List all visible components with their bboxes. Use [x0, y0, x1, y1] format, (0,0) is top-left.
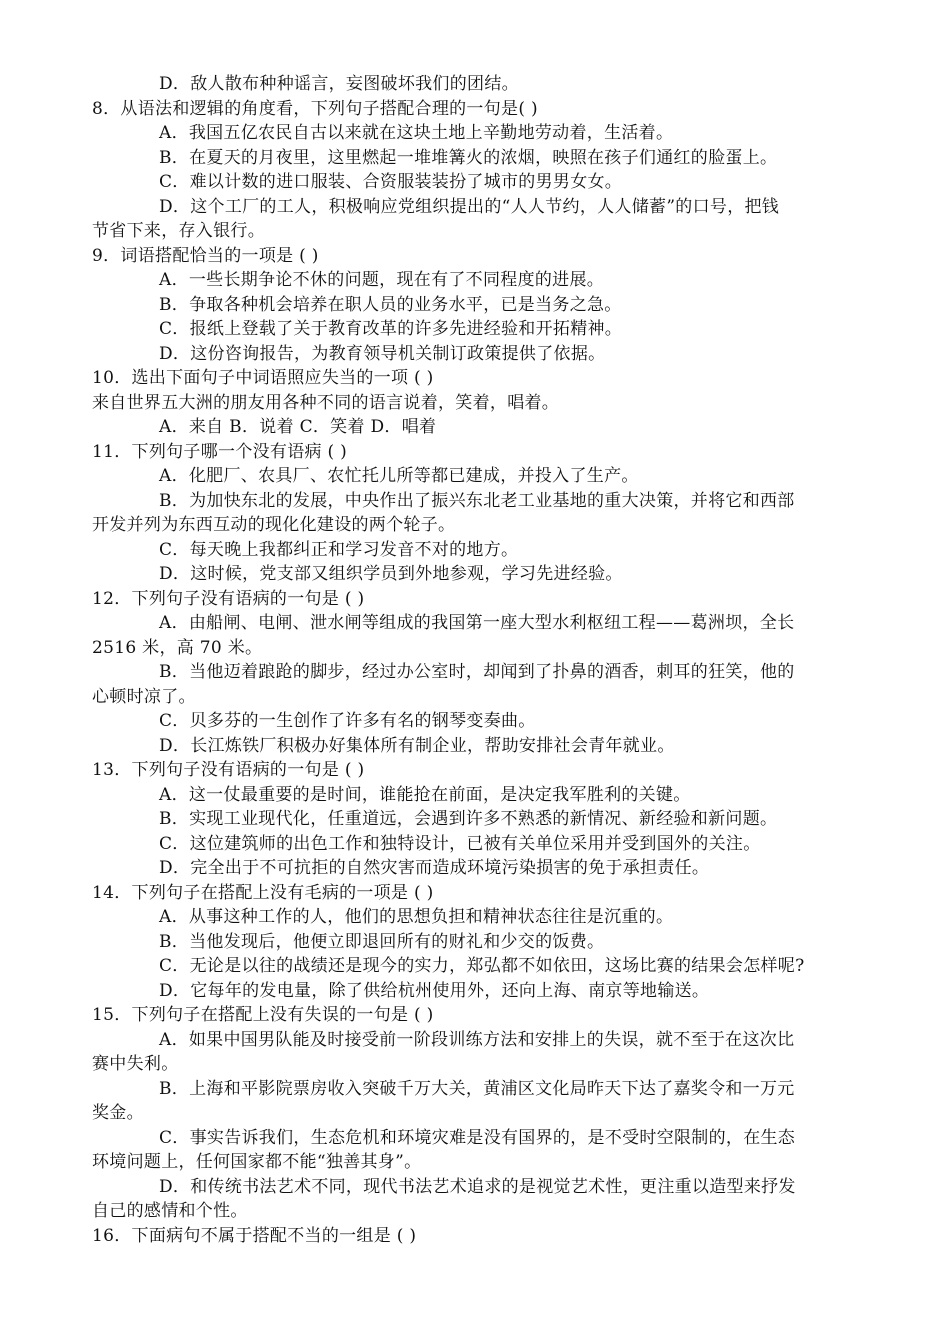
answer-option: B．争取各种机会培养在职人员的业务水平，已是当务之急。 — [159, 294, 622, 315]
answer-option: D．敌人散布种种谣言，妄图破坏我们的团结。 — [159, 74, 519, 94]
continuation-line: 节省下来，存入银行。 — [92, 221, 265, 241]
answer-option: D．这个工厂的工人，积极响应党组织提出的“人人节约，人人储蓄”的口号，把钱 — [159, 196, 780, 217]
answer-option: A．我国五亿农民自古以来就在这块土地上辛勤地劳动着，生活着。 — [159, 123, 674, 143]
answer-option: C．贝多芬的一生创作了许多有名的钢琴变奏曲。 — [159, 711, 536, 731]
answer-option: C．难以计数的进口服装、合资服装装扮了城市的男男女女。 — [159, 172, 623, 192]
answer-option: B．当他发现后，他便立即退回所有的财礼和少交的饭费。 — [159, 931, 605, 952]
answer-option: B．当他迈着踉跄的脚步，经过办公室时，却闻到了扑鼻的酒香，刺耳的狂笑，他的 — [159, 662, 795, 682]
answer-option: D．和传统书法艺术不同，现代书法艺术追求的是视觉艺术性，更注重以造型来抒发 — [159, 1176, 796, 1197]
question-stem: 8．从语法和逻辑的角度看，下列句子搭配合理的一句是( ) — [92, 98, 538, 119]
answer-option: D．这时候，党支部又组织学员到外地参观，学习先进经验。 — [159, 564, 623, 584]
continuation-line: 心顿时凉了。 — [92, 686, 196, 707]
answer-option: A．来自 B．说着 C．笑着 D．唱着 — [159, 417, 437, 437]
answer-option: A．这一仗最重要的是时间，谁能抢在前面，是决定我军胜利的关键。 — [159, 784, 691, 805]
answer-option: C．这位建筑师的出色工作和独特设计，已被有关单位采用并受到国外的关注。 — [159, 833, 761, 854]
answer-option: C．事实告诉我们，生态危机和环境灾难是没有国界的，是不受时空限制的，在生态 — [159, 1127, 796, 1148]
answer-option: D．它每年的发电量，除了供给杭州使用外，还向上海、南京等地输送。 — [159, 980, 710, 1001]
question-stem: 15．下列句子在搭配上没有失误的一句是 ( ) — [92, 1005, 434, 1025]
answer-option: C．报纸上登载了关于教育改革的许多先进经验和开拓精神。 — [159, 319, 623, 339]
answer-option: B．实现工业现代化，任重道远，会遇到许多不熟悉的新情况、新经验和新问题。 — [159, 809, 778, 829]
continuation-line: 2516 米，高 70 米。 — [92, 637, 263, 658]
continuation-line: 赛中失利。 — [92, 1054, 179, 1074]
question-stem: 13．下列句子没有语病的一句是 ( ) — [92, 760, 365, 780]
continuation-line: 自己的感情和个性。 — [92, 1201, 248, 1221]
answer-option: D．长江炼铁厂积极办好集体所有制企业，帮助安排社会青年就业。 — [159, 735, 675, 756]
question-stem: 11．下列句子哪一个没有语病 ( ) — [92, 441, 348, 462]
question-stem: 10．选出下面句子中词语照应失当的一项 ( ) — [92, 368, 434, 388]
answer-option: A．如果中国男队能及时接受前一阶段训练方法和安排上的失误，就不至于在这次比 — [159, 1029, 795, 1050]
answer-option: C．无论是以往的战绩还是现今的实力，郑弘都不如依田，这场比赛的结果会怎样呢? — [159, 956, 805, 976]
question-stem: 12．下列句子没有语病的一句是 ( ) — [92, 588, 365, 609]
answer-option: B．上海和平影院票房收入突破千万大关，黄浦区文化局昨天下达了嘉奖令和一万元 — [159, 1078, 795, 1099]
question-stem: 16．下面病句不属于搭配不当的一组是 ( ) — [92, 1225, 417, 1246]
answer-option: B．为加快东北的发展，中央作出了振兴东北老工业基地的重大决策，并将它和西部 — [159, 490, 795, 511]
continuation-line: 环境问题上，任何国家都不能“独善其身”。 — [92, 1152, 422, 1172]
continuation-line: 奖金。 — [92, 1103, 144, 1123]
answer-option: A．一些长期争论不休的问题，现在有了不同程度的进展。 — [159, 270, 605, 290]
answer-option: D．完全出于不可抗拒的自然灾害而造成环境污染损害的免于承担责任。 — [159, 858, 710, 878]
answer-option: B．在夏天的月夜里，这里燃起一堆堆篝火的浓烟，映照在孩子们通红的脸蛋上。 — [159, 147, 778, 168]
answer-option: D．这份咨询报告，为教育领导机关制订政策提供了依据。 — [159, 343, 606, 364]
answer-option: A．从事这种工作的人，他们的思想负担和精神状态往往是沉重的。 — [159, 907, 674, 927]
answer-option: C．每天晚上我都纠正和学习发音不对的地方。 — [159, 539, 519, 560]
exam-document — [0, 72, 950, 1248]
question-stem: 9．词语搭配恰当的一项是 ( ) — [92, 245, 319, 266]
continuation-line: 来自世界五大洲的朋友用各种不同的语言说着，笑着，唱着。 — [92, 392, 560, 413]
answer-option: A．由船闸、电闸、泄水闸等组成的我国第一座大型水利枢纽工程——葛洲坝，全长 — [159, 613, 795, 633]
answer-option: A．化肥厂、农具厂、农忙托儿所等都已建成，并投入了生产。 — [159, 466, 639, 486]
question-stem: 14．下列句子在搭配上没有毛病的一项是 ( ) — [92, 882, 434, 903]
continuation-line: 开发并列为东西互动的现化化建设的两个轮子。 — [92, 515, 456, 535]
